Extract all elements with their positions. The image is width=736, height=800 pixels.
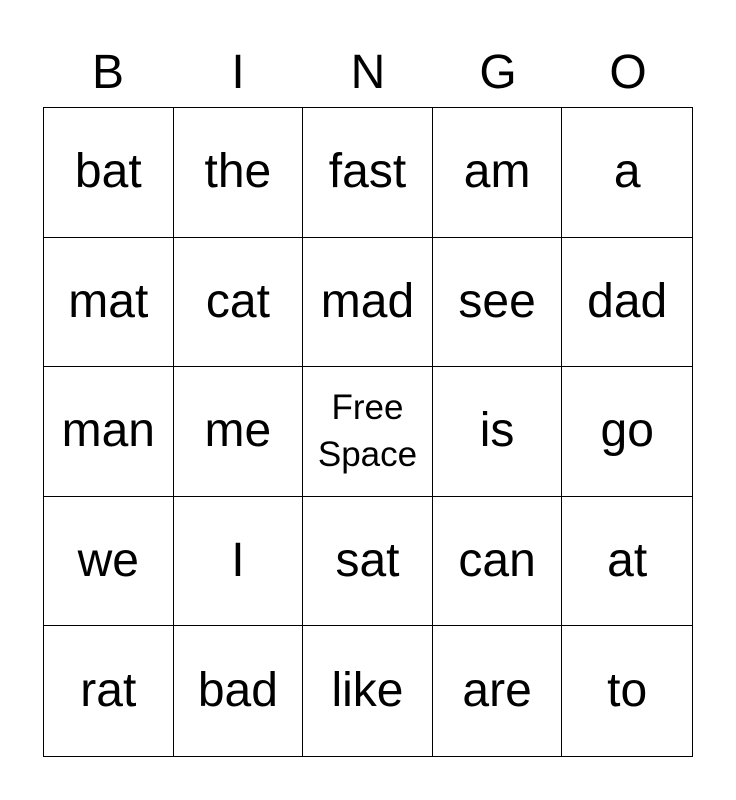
free-space-cell[interactable] (303, 367, 433, 497)
bingo-cell[interactable]: mad (303, 238, 433, 368)
bingo-cell[interactable]: cat (174, 238, 304, 368)
bingo-cell[interactable]: at (562, 497, 692, 627)
free-space-line-1: Free (331, 388, 404, 428)
bingo-cell[interactable]: like (303, 626, 433, 756)
header-letter-b: B (91, 46, 124, 99)
bingo-cell[interactable]: bat (44, 108, 174, 238)
bingo-cell[interactable]: the (174, 108, 304, 238)
bingo-cell[interactable]: sat (303, 497, 433, 627)
bingo-cell[interactable]: go (562, 367, 692, 497)
bingo-cell[interactable]: to (607, 664, 648, 718)
bingo-card-grid (43, 107, 693, 757)
bingo-cell[interactable]: dad (562, 238, 692, 368)
header-letter-i: I (231, 46, 245, 99)
bingo-cell[interactable]: bad (174, 626, 304, 756)
bingo-cell[interactable]: man (44, 367, 174, 497)
header-letter-g: G (479, 46, 517, 99)
bingo-cell[interactable]: can (433, 497, 563, 627)
header-letter-n: N (350, 46, 386, 99)
bingo-cell[interactable]: I (174, 497, 304, 627)
bingo-cell[interactable]: a (562, 108, 692, 238)
free-space-line-2: Space (317, 435, 418, 475)
bingo-cell[interactable]: mat (44, 238, 174, 368)
bingo-cell[interactable]: am (433, 108, 563, 238)
bingo-cell[interactable]: fast (303, 108, 433, 238)
bingo-cell[interactable]: we (44, 497, 174, 627)
bingo-cell[interactable]: is (433, 367, 563, 497)
bingo-cell[interactable]: rat (44, 626, 174, 756)
bingo-header (43, 38, 693, 108)
bingo-cell[interactable]: me (174, 367, 304, 497)
header-letter-o: O (609, 46, 647, 99)
bingo-cell[interactable]: see (433, 238, 563, 368)
bingo-cell[interactable]: are (433, 626, 563, 756)
